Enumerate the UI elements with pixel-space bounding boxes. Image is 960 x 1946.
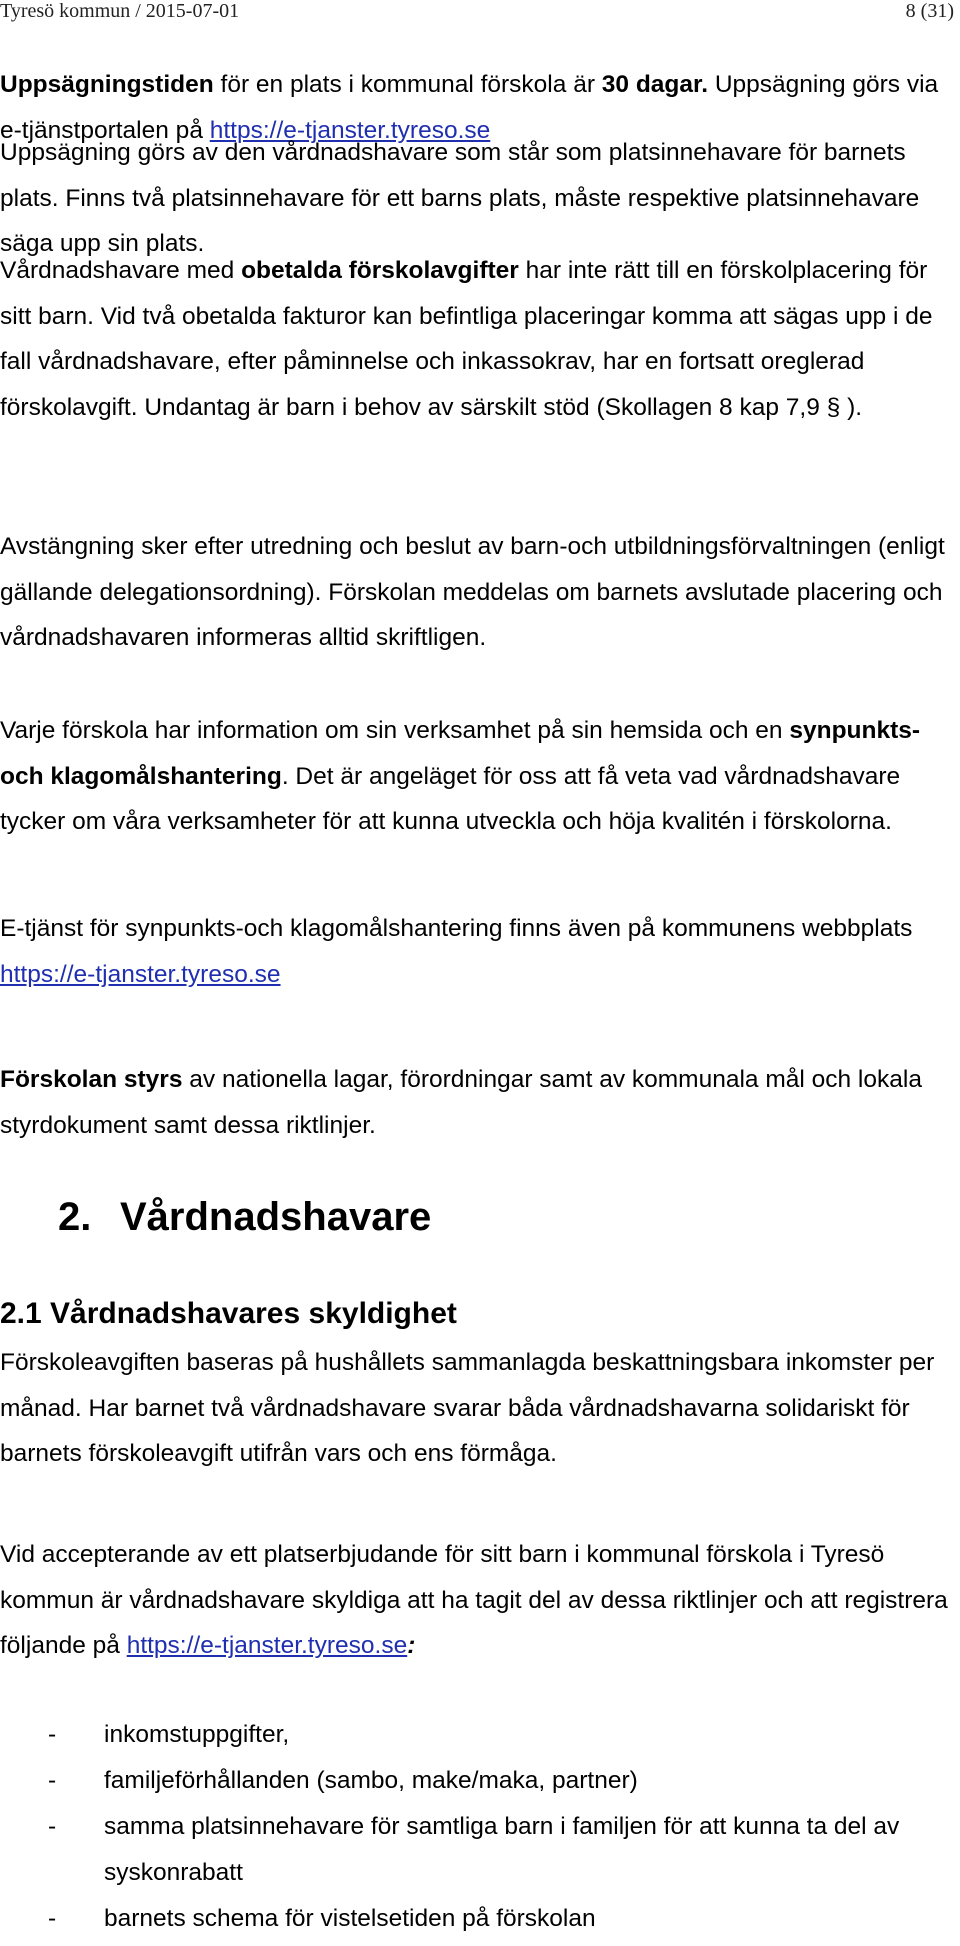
paragraph-termination-holder: Uppsägning görs av den vårdnadshavare som står som platsinnehavare för barnets plats. Finns två platsinnehavare för ett barns plats, måste respektive platsinnehavare säga upp sin plats. (0, 139, 920, 257)
list-item: - barnets schema för vistelsetiden på förskolan (48, 1905, 596, 1932)
bold-notice-period: Uppsägningstiden (0, 71, 214, 98)
bold-governance: Förskolan styrs (0, 1066, 183, 1093)
subsection-heading: 2.1 Vårdnadshavares skyldighet (0, 1297, 457, 1330)
section-heading (58, 1192, 431, 1242)
paragraph-governance: Förskolan styrs av nationella lagar, förordningar samt av kommunala mål och lokala styrdokument samt dessa riktlinjer. (0, 1066, 922, 1139)
e-service-link[interactable]: https://e-tjanster.tyreso.se (209, 116, 491, 144)
paragraph-registration: Vid accepterande av ett platserbjudande för sitt barn i kommunal förskola i Tyresö kommun är vårdnadshavare skyldiga att ha tagit del av dessa riktlinjer och att registrera följande på https://e-tjanster.tyreso.se: (0, 1541, 948, 1659)
paragraph-e-service: E-tjänst för synpunkts-och klagomålshantering finns även på kommunens webbplats https://e-tjanster.tyreso.se (0, 915, 913, 988)
section-number: 2. (58, 1195, 92, 1239)
e-service-link-2[interactable]: https://e-tjanster.tyreso.se (0, 960, 281, 988)
e-service-link-3[interactable]: https://e-tjanster.tyreso.se (126, 1632, 408, 1659)
bold-unpaid-fees: obetalda förskolavgifter (241, 257, 519, 284)
paragraph-suspension: Avstängning sker efter utredning och beslut av barn-och utbildningsförvaltningen (enligt gällande delegationsordning). Förskolan meddelas om barnets avslutade placering och vårdnadshavaren informeras alltid skriftligen. (0, 533, 945, 651)
page-number: 8 (31) (905, 0, 954, 22)
registration-list (0, 1712, 960, 1942)
paragraph-unpaid-fees: Vårdnadshavare med obetalda förskolavgifter har inte rätt till en förskolplacering för sitt barn. Vid två obetalda fakturor kan befintliga placeringar komma att sägas upp i de fall vårdnadshavare, efter påminnelse och inkassokrav, har en fortsatt oreglerad förskolavgift. Undantag är barn i behov av särskilt stöd (Skollagen 8 kap 7,9 § ). (0, 257, 933, 421)
list-item: - familjeförhållanden (sambo, make/maka, partner) (48, 1767, 638, 1794)
list-item: - samma platsinnehavare för samtliga barn i familjen för att kunna ta del av syskonrabatt (48, 1813, 900, 1886)
page-header (0, 0, 960, 24)
header-municipality-date: Tyresö kommun / 2015-07-01 (0, 0, 240, 22)
paragraph-complaints: Varje förskola har information om sin verksamhet på sin hemsida och en synpunkts-och klagomålshantering. Det är angeläget för oss att få veta vad vårdnadshavare tycker om våra verksamheter för att kunna utveckla och höja kvalitén i förskolorna. (0, 717, 921, 835)
list-item: - inkomstuppgifter, (48, 1721, 290, 1748)
bold-30-days: 30 dagar. (601, 71, 709, 98)
section-title: Vårdnadshavare (120, 1195, 432, 1239)
bold-complaints: synpunkts-och klagomålshantering (0, 717, 921, 790)
paragraph-notice-period: Uppsägningstiden för en plats i kommunal förskola är 30 dagar. Uppsägning görs via e-tjänstportalen på https://e-tjanster.tyreso.se (0, 71, 939, 144)
paragraph-fee-basis: Förskoleavgiften baseras på hushållets sammanlagda beskattningsbara inkomster per månad. Har barnet två vårdnadshavare svarar båda vårdnadshavarna solidariskt för barnets förskoleavgift utifrån vars och ens förmåga. (0, 1349, 935, 1467)
